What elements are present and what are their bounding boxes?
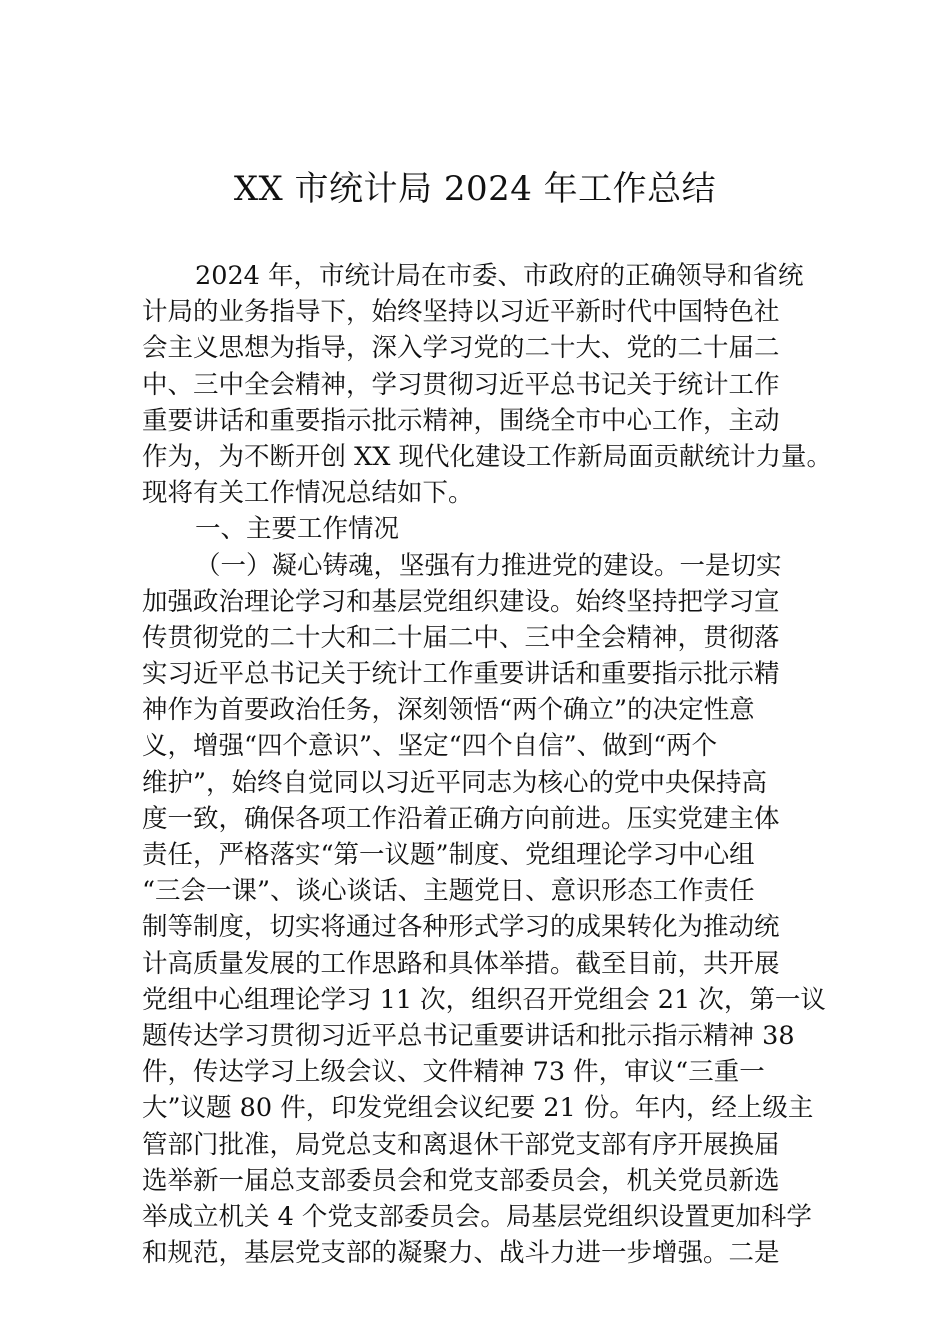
paragraph-line: 举成立机关 4 个党支部委员会。局基层党组织设置更加科学 — [142, 1201, 812, 1232]
paragraph-line: 作为，为不断开创 XX 现代化建设工作新局面贡献统计力量。 — [142, 441, 833, 472]
paragraph-line: （一）凝心铸魂，坚强有力推进党的建设。一是切实 — [195, 550, 782, 581]
paragraph-line: 题传达学习贯彻习近平总书记重要讲话和批示指示精神 38 — [142, 1020, 795, 1051]
paragraph-line: 计高质量发展的工作思路和具体举措。截至目前，共开展 — [142, 948, 780, 979]
paragraph-line: 度一致，确保各项工作沿着正确方向前进。压实党建主体 — [142, 803, 780, 834]
paragraph-line: 现将有关工作情况总结如下。 — [142, 478, 474, 509]
section-heading: 一、主要工作情况 — [195, 514, 400, 545]
paragraph-line: 计局的业务指导下，始终坚持以习近平新时代中国特色社 — [142, 297, 780, 328]
paragraph-line: 加强政治理论学习和基层党组织建设。始终坚持把学习宣 — [142, 586, 780, 617]
paragraph-line: 选举新一届总支部委员会和党支部委员会，机关党员新选 — [142, 1165, 780, 1196]
paragraph-line: 会主义思想为指导，深入学习党的二十大、党的二十届二 — [142, 333, 780, 364]
paragraph-line: 责任，严格落实“第一议题”制度、党组理论学习中心组 — [142, 840, 755, 870]
paragraph-line: 中、三中全会精神，学习贯彻习近平总书记关于统计工作 — [142, 369, 780, 400]
paragraph-line: 2024 年，市统计局在市委、市政府的正确领导和省统 — [195, 261, 804, 291]
paragraph-line: 和规范，基层党支部的凝聚力、战斗力进一步增强。二是 — [142, 1238, 780, 1269]
paragraph-line: 大”议题 80 件，印发党组会议纪要 21 份。年内，经上级主 — [142, 1093, 814, 1124]
paragraph-line: “三会一课”、谈心谈话、主题党日、意识形态工作责任 — [142, 876, 755, 907]
paragraph-line: 件，传达学习上级会议、文件精神 73 件，审议“三重一 — [142, 1057, 765, 1088]
paragraph-line: 党组中心组理论学习 11 次，组织召开党组会 21 次，第一议 — [142, 984, 826, 1015]
paragraph-line: 重要讲话和重要指示批示精神，围绕全市中心工作，主动 — [142, 405, 780, 436]
paragraph-line: 实习近平总书记关于统计工作重要讲话和重要指示批示精 — [142, 659, 780, 690]
paragraph-line: 维护”，始终自觉同以习近平同志为核心的党中央保持高 — [142, 767, 768, 798]
paragraph-line: 神作为首要政治任务，深刻领悟“两个确立”的决定性意 — [142, 695, 755, 726]
paragraph-line: 传贯彻党的二十大和二十届二中、三中全会精神，贯彻落 — [142, 622, 780, 653]
document-title: XX 市统计局 2024 年工作总结 — [233, 169, 717, 209]
paragraph-line: 管部门批准，局党总支和离退休干部党支部有序开展换届 — [142, 1129, 780, 1160]
paragraph-line: 制等制度，切实将通过各种形式学习的成果转化为推动统 — [142, 912, 780, 943]
document-body — [142, 258, 833, 1271]
paragraph-line: 义，增强“四个意识”、坚定“四个自信”、做到“两个 — [142, 731, 718, 762]
